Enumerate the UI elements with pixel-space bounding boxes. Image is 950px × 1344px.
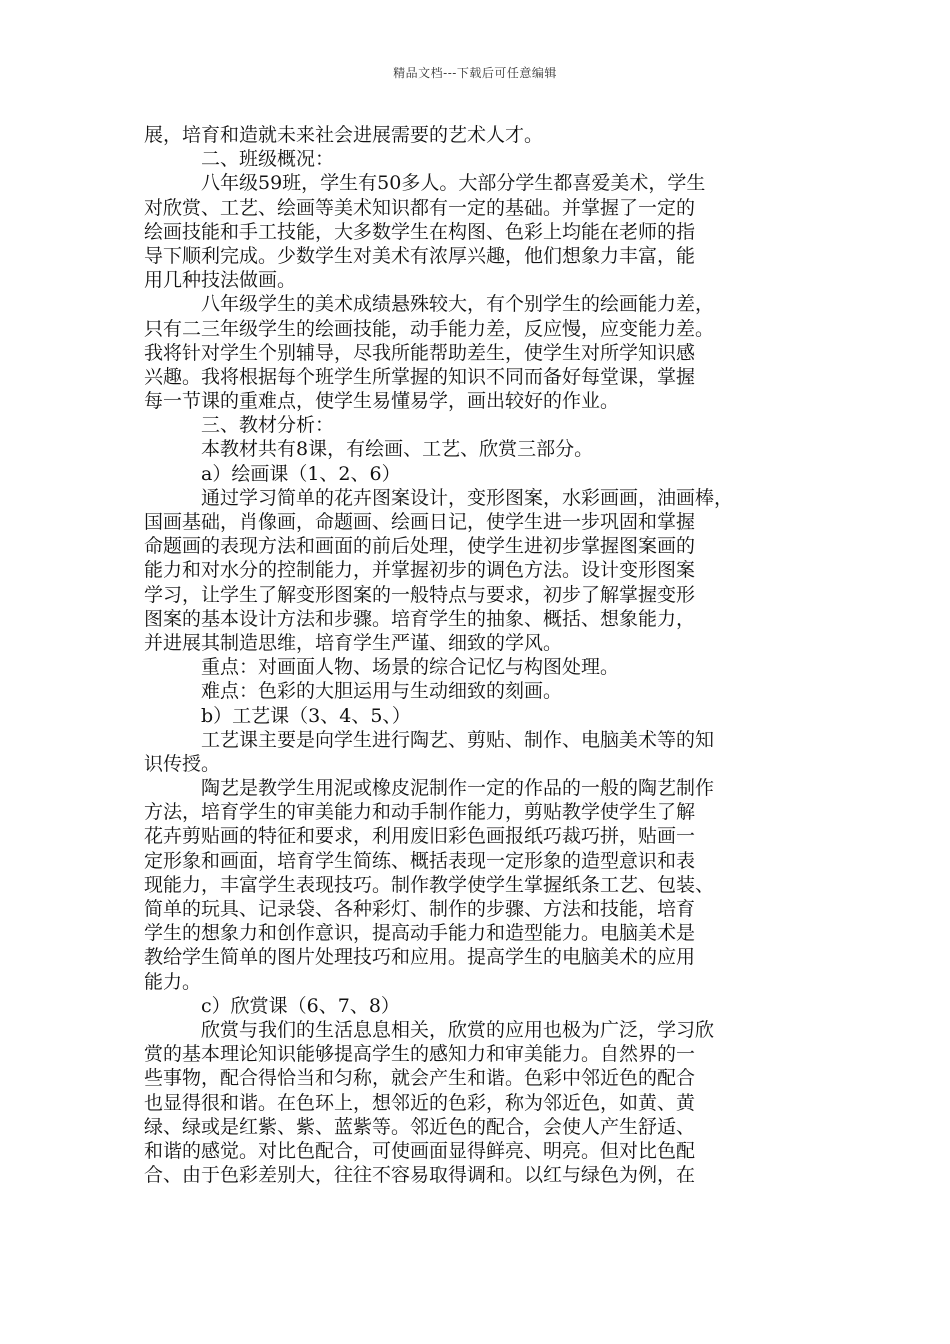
text-line: b）工艺课（3、4、5、） xyxy=(201,704,411,727)
text-line: 难点：色彩的大胆运用与生动细致的刻画。 xyxy=(201,680,563,703)
text-line: 合、由于色彩差别大，往往不容易取得调和。以红与绿色为例，在 xyxy=(144,1164,696,1187)
text-line: 陶艺是教学生用泥或橡皮泥制作一定的作品的一般的陶艺制作 xyxy=(201,777,715,800)
page-header: 精品文档---下载后可任意编辑 xyxy=(393,66,557,80)
text-line: 也显得很和谐。在色环上，想邻近的色彩，称为邻近色，如黄、黄 xyxy=(144,1091,696,1114)
text-line: 定形象和画面，培育学生简练、概括表现一定形象的造型意识和表 xyxy=(144,849,696,872)
text-line: 二、班级概况： xyxy=(201,148,335,171)
text-line: 教给学生简单的图片处理技巧和应用。提高学生的电脑美术的应用 xyxy=(144,946,696,969)
text-line: 和谐的感觉。对比色配合，可使画面显得鲜亮、明亮。但对比色配 xyxy=(144,1139,696,1162)
text-line: 简单的玩具、记录袋、各种彩灯、制作的步骤、方法和技能，培育 xyxy=(144,898,696,920)
text-line: 识传授。 xyxy=(144,752,221,775)
text-line: 命题画的表现方法和画面的前后处理，使学生进初步掌握图案画的 xyxy=(144,535,696,558)
text-line: 用几种技法做画。 xyxy=(144,269,297,292)
text-line: 些事物，配合得恰当和匀称，就会产生和谐。色彩中邻近色的配合 xyxy=(144,1067,696,1090)
document-body xyxy=(144,123,810,1187)
text-line: 只有二三年级学生的绘画技能，动手能力差，反应慢，应变能力差。 xyxy=(144,317,715,340)
text-line: 展，培育和造就未来社会进展需要的艺术人才。 xyxy=(144,124,544,146)
text-line: 国画基础，肖像画，命题画、绘画日记，使学生进一步巩固和掌握 xyxy=(144,511,696,533)
text-line: 学生的想象力和创作意识，提高动手能力和造型能力。电脑美术是 xyxy=(144,922,696,945)
text-line: 现能力，丰富学生表现技巧。制作教学使学生掌握纸条工艺、包装、 xyxy=(144,873,715,896)
text-line: 能力和对水分的控制能力，并掌握初步的调色方法。设计变形图案 xyxy=(144,559,696,582)
text-line: c）欣赏课（6、7、8） xyxy=(201,994,400,1017)
text-line: a）绘画课（1、2、6） xyxy=(201,462,401,485)
text-line: 兴趣。我将根据每个班学生所掌握的知识不同而备好每堂课，掌握 xyxy=(144,365,696,388)
text-line: 工艺课主要是向学生进行陶艺、剪贴、制作、电脑美术等的知 xyxy=(201,728,715,751)
text-line: 赏的基本理论知识能够提高学生的感知力和审美能力。自然界的一 xyxy=(144,1043,696,1066)
text-line: 学习，让学生了解变形图案的一般特点与要求，初步了解掌握变形 xyxy=(144,583,696,606)
text-line: 每一节课的重难点，使学生易懂易学，画出较好的作业。 xyxy=(144,390,620,413)
text-line: 导下顺利完成。少数学生对美术有浓厚兴趣，他们想象力丰富，能 xyxy=(144,244,696,267)
text-line: 三、教材分析： xyxy=(201,414,335,437)
text-line: 重点：对画面人物、场景的综合记忆与构图处理。 xyxy=(201,656,620,679)
text-line: 花卉剪贴画的特征和要求，利用废旧彩色画报纸巧裁巧拼，贴画一 xyxy=(144,825,696,848)
text-line: 本教材共有8课，有绘画、工艺、欣赏三部分。 xyxy=(201,438,594,461)
text-line: 对欣赏、工艺、绘画等美术知识都有一定的基础。并掌握了一定的 xyxy=(144,196,696,219)
text-line: 我将针对学生个别辅导，尽我所能帮助差生，使学生对所学知识感 xyxy=(144,341,696,364)
text-line: 方法，培育学生的审美能力和动手制作能力，剪贴教学使学生了解 xyxy=(144,801,696,824)
text-line: 欣赏与我们的生活息息相关，欣赏的应用也极为广泛，学习欣 xyxy=(201,1018,715,1041)
text-line: 八年级学生的美术成绩悬殊较大，有个别学生的绘画能力差， xyxy=(201,293,715,316)
text-line: 并进展其制造思维，培育学生严谨、细致的学风。 xyxy=(144,631,563,654)
text-line: 绘画技能和手工技能，大多数学生在构图、色彩上均能在老师的指 xyxy=(144,220,696,243)
text-line: 能力。 xyxy=(144,970,202,993)
text-line: 通过学习简单的花卉图案设计，变形图案，水彩画画，油画棒， xyxy=(201,486,734,509)
text-line: 八年级59班，学生有50多人。大部分学生都喜爱美术，学生 xyxy=(201,172,706,195)
text-line: 绿、绿或是红紫、紫、蓝紫等。邻近色的配合，会使人产生舒适、 xyxy=(144,1115,696,1138)
text-line: 图案的基本设计方法和步骤。培育学生的抽象、概括、想象能力， xyxy=(144,607,696,630)
